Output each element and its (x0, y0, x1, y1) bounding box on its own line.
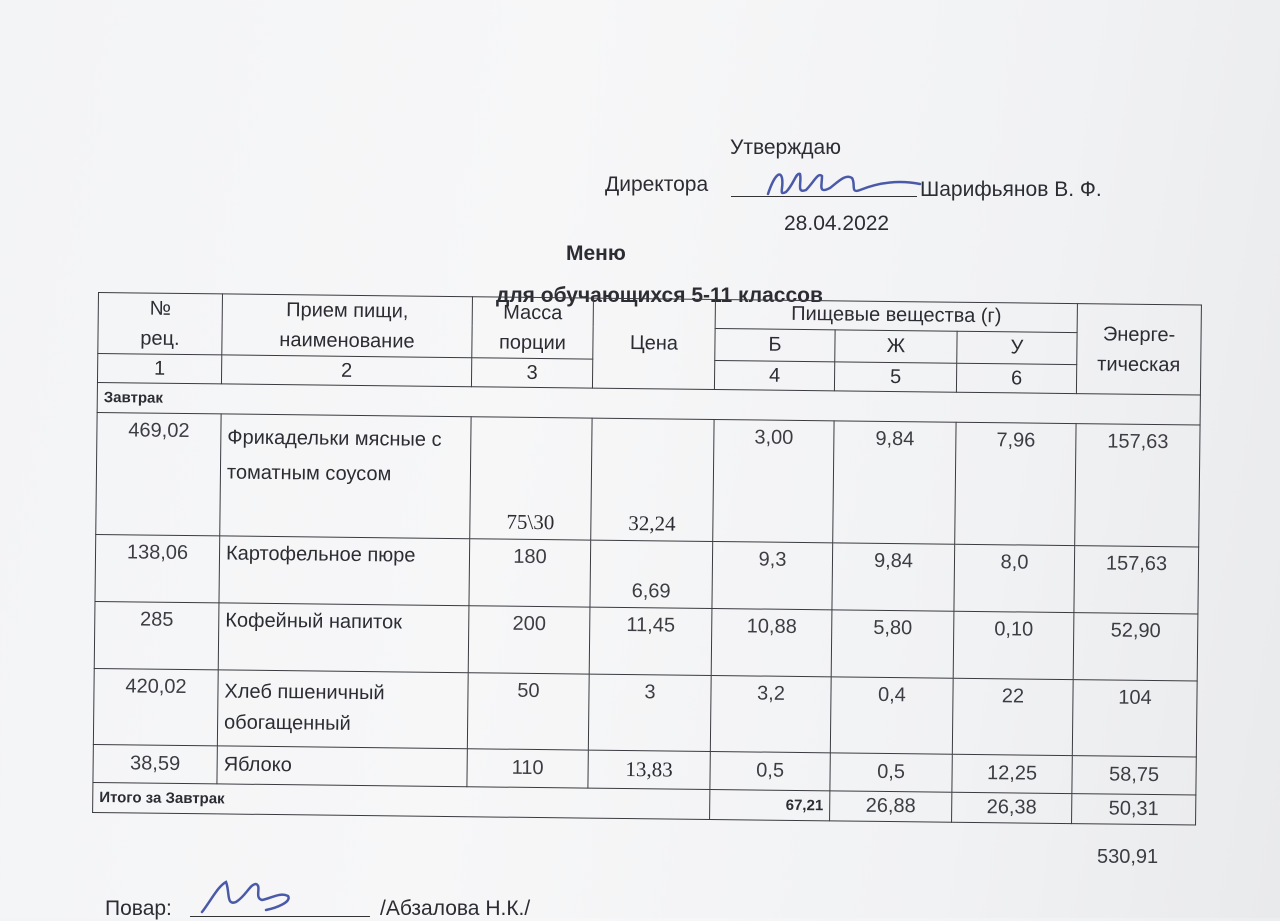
dish-name: Хлеб пшеничный обогащенный (217, 670, 468, 749)
total-carbs: 50,31 (1072, 794, 1196, 825)
carbs: 8,0 (954, 544, 1075, 612)
header-protein: Б (715, 328, 835, 361)
approval-date: 28.04.2022 (784, 212, 890, 235)
protein: 3,2 (710, 675, 831, 752)
portion-mass: 180 (469, 539, 591, 607)
header-energy: Энерге- тическая (1076, 304, 1201, 395)
recipe-no: 138,06 (95, 534, 220, 602)
total-price: 67,21 (710, 789, 830, 820)
carbs: 22 (952, 678, 1073, 755)
header-carbs: У (957, 331, 1077, 364)
dish-name: Фрикадельки мясные с томатным соусом (220, 414, 471, 539)
fat: 9,84 (832, 543, 955, 611)
total-protein: 26,88 (830, 791, 952, 822)
portion-mass: 200 (468, 606, 590, 674)
energy: 104 (1072, 680, 1197, 757)
table-row (93, 668, 1197, 757)
protein: 3,00 (713, 419, 834, 542)
portion-mass: 50 (467, 673, 589, 750)
fat: 0,5 (830, 753, 952, 792)
section-breakfast: Завтрак (97, 382, 1200, 425)
dish-name: Яблоко (217, 746, 467, 787)
cook-name: /Абзалова Н.К./ (380, 897, 531, 920)
price: 11,45 (589, 607, 712, 675)
carbs: 7,96 (955, 422, 1076, 545)
dish-name: Картофельное пюре (219, 536, 470, 606)
header-meal: Прием пищи, наименование (222, 294, 473, 358)
fat: 9,84 (833, 421, 956, 544)
portion-mass: 110 (467, 749, 588, 788)
col-number-3: 3 (471, 358, 592, 388)
director-name: Шарифьянов В. Ф. (920, 178, 1102, 201)
menu-title: Меню (566, 242, 626, 265)
director-signature (760, 164, 940, 204)
menu-subtitle: для обучающихся 5-11 классов (496, 284, 823, 307)
cook-signature (196, 872, 306, 916)
header-nutrients: Пищевые вещества (г) (715, 300, 1077, 333)
recipe-no: 38,59 (93, 744, 217, 783)
recipe-no: 285 (94, 601, 219, 669)
col-number-6: 6 (956, 363, 1076, 393)
table-row (94, 601, 1198, 681)
carbs: 12,25 (952, 754, 1072, 793)
table-row (96, 412, 1200, 547)
carbs: 0,10 (953, 611, 1074, 679)
approval-heading: Утверждаю (730, 136, 841, 159)
col-number-5: 5 (834, 362, 956, 392)
col-number-4: 4 (714, 361, 834, 391)
header-price: Цена (592, 298, 715, 389)
protein: 9,3 (712, 541, 833, 609)
recipe-no: 469,02 (96, 412, 221, 535)
header-mass: Масса порции (472, 297, 594, 359)
cook-signature-line (190, 916, 370, 917)
table-row (95, 534, 1199, 614)
recipe-no: 420,02 (93, 668, 218, 745)
header-fat: Ж (835, 330, 957, 363)
dish-name: Кофейный напиток (218, 603, 469, 673)
total-energy: 530,91 (1097, 846, 1159, 868)
price: 6,69 (590, 540, 713, 608)
energy: 157,63 (1074, 546, 1199, 614)
price: 32,24 (591, 418, 714, 541)
fat: 0,4 (830, 677, 953, 754)
col-number-1: 1 (97, 354, 221, 384)
price: 13,83 (588, 750, 710, 789)
energy: 52,90 (1073, 613, 1198, 681)
price: 3 (588, 674, 711, 751)
cook-label: Повар: (105, 897, 172, 920)
energy: 58,75 (1072, 756, 1196, 795)
protein: 10,88 (711, 608, 832, 676)
director-label: Директора (605, 173, 709, 196)
header-recipe-no: № рец. (98, 293, 223, 355)
col-number-2: 2 (221, 355, 471, 387)
energy: 157,63 (1075, 424, 1200, 547)
protein: 0,5 (710, 751, 830, 790)
total-label: Итого за Завтрак (93, 782, 710, 819)
total-fat: 26,38 (952, 792, 1072, 823)
fat: 5,80 (831, 610, 954, 678)
menu-table (92, 292, 1202, 825)
portion-mass: 75\30 (470, 417, 592, 540)
